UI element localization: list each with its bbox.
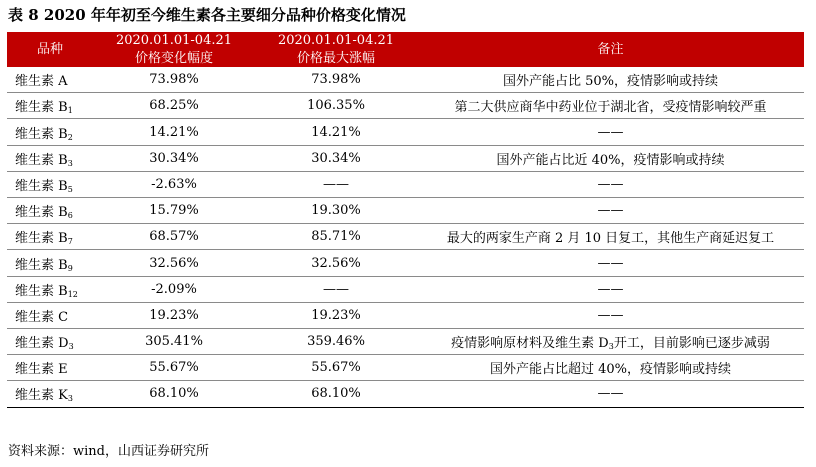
cell-note <box>417 276 804 302</box>
cell-variety <box>7 302 93 328</box>
table-row <box>7 119 804 145</box>
cell-variety <box>7 276 93 302</box>
cell-variety <box>7 250 93 276</box>
variety-subscript: 7 <box>67 237 73 247</box>
note-text: 最大的两家生产商 2 月 10 日复工，其他生产商延迟复工 <box>446 231 775 247</box>
cell-note <box>417 198 804 224</box>
cell-variety <box>7 355 93 381</box>
cell-max-increase: 55.67% <box>255 355 417 381</box>
variety-subscript: 3 <box>67 394 73 404</box>
table-row <box>7 145 804 171</box>
table-row <box>7 276 804 302</box>
variety-subscript: 3 <box>68 342 74 352</box>
cell-price-change: 68.57% <box>93 224 255 250</box>
cell-variety <box>7 93 93 119</box>
cell-note <box>417 171 804 197</box>
cell-variety <box>7 67 93 93</box>
table-row <box>7 171 804 197</box>
variety-name: 维生素 E <box>15 362 68 378</box>
cell-variety <box>7 145 93 171</box>
variety-name: 维生素 B <box>15 152 68 168</box>
note-text: —— <box>597 203 624 219</box>
cell-max-increase: 359.46% <box>255 328 417 354</box>
cell-note <box>417 355 804 381</box>
note-subscript: 3 <box>608 342 614 352</box>
cell-variety <box>7 224 93 250</box>
table-body <box>7 67 804 407</box>
cell-note <box>417 119 804 145</box>
header-note: 备注 <box>417 32 804 67</box>
header-max-increase <box>255 32 417 67</box>
table-row <box>7 355 804 381</box>
variety-name: 维生素 B <box>15 100 68 116</box>
variety-name: 维生素 B <box>15 205 68 221</box>
cell-max-increase: 68.10% <box>255 381 417 407</box>
header-variety: 品种 <box>7 32 93 67</box>
cell-note <box>417 224 804 250</box>
note-text: —— <box>597 307 624 323</box>
cell-price-change: 68.10% <box>93 381 255 407</box>
cell-max-increase: —— <box>255 171 417 197</box>
cell-price-change: 68.25% <box>93 93 255 119</box>
cell-note <box>417 302 804 328</box>
note-text: 国外产能占比超过 40%，疫情影响或持续 <box>489 362 732 378</box>
header-price-change-label: 价格变化幅度 <box>134 50 213 66</box>
variety-subscript: 5 <box>67 184 73 194</box>
cell-note <box>417 145 804 171</box>
table-row <box>7 93 804 119</box>
table-caption: 表 8 2020 年年初至今维生素各主要细分品种价格变化情况 <box>8 6 406 24</box>
note-text: —— <box>597 255 624 271</box>
cell-note <box>417 328 804 354</box>
table-row <box>7 302 804 328</box>
variety-subscript: 1 <box>67 106 73 116</box>
cell-max-increase: 19.30% <box>255 198 417 224</box>
cell-price-change: 73.98% <box>93 67 255 93</box>
variety-name: 维生素 C <box>15 309 69 325</box>
cell-max-increase: 14.21% <box>255 119 417 145</box>
note-text: 国外产能占比 50%，疫情影响或持续 <box>502 74 719 90</box>
note-text: —— <box>597 281 624 297</box>
note-text-continued: 开工，目前影响已逐步减弱 <box>613 336 770 352</box>
variety-name: 维生素 B <box>15 257 68 273</box>
cell-price-change: 32.56% <box>93 250 255 276</box>
table-row <box>7 250 804 276</box>
table-row <box>7 381 804 407</box>
variety-name: 维生素 B <box>15 126 68 142</box>
cell-price-change: 305.41% <box>93 328 255 354</box>
cell-max-increase: 73.98% <box>255 67 417 93</box>
cell-max-increase: 106.35% <box>255 93 417 119</box>
header-price-change-period: 2020.01.01-04.21 <box>115 33 233 48</box>
header-max-increase-period: 2020.01.01-04.21 <box>277 33 395 48</box>
note-text: —— <box>597 124 624 140</box>
variety-name: 维生素 B <box>15 178 68 194</box>
variety-subscript: 2 <box>67 132 73 142</box>
cell-variety <box>7 171 93 197</box>
cell-note <box>417 250 804 276</box>
note-text: —— <box>597 176 624 192</box>
cell-max-increase: —— <box>255 276 417 302</box>
table-row <box>7 67 804 93</box>
cell-variety <box>7 119 93 145</box>
price-change-table <box>7 32 804 408</box>
table-row <box>7 328 804 354</box>
note-text: 国外产能占比近 40%，疫情影响或持续 <box>496 152 725 168</box>
variety-name: 维生素 K <box>15 388 68 404</box>
cell-price-change: 19.23% <box>93 302 255 328</box>
variety-subscript: 12 <box>67 289 78 299</box>
cell-price-change: 55.67% <box>93 355 255 381</box>
header-max-increase-label: 价格最大涨幅 <box>296 50 375 66</box>
cell-max-increase: 19.23% <box>255 302 417 328</box>
note-text: 第二大供应商华中药业位于湖北省，受疫情影响较严重 <box>454 100 767 116</box>
header-row <box>7 32 804 67</box>
cell-note <box>417 67 804 93</box>
variety-name: 维生素 D <box>15 336 69 352</box>
cell-price-change: 15.79% <box>93 198 255 224</box>
cell-note <box>417 93 804 119</box>
cell-max-increase: 30.34% <box>255 145 417 171</box>
cell-price-change: 30.34% <box>93 145 255 171</box>
cell-price-change: 14.21% <box>93 119 255 145</box>
variety-name: 维生素 B <box>15 231 68 247</box>
cell-max-increase: 32.56% <box>255 250 417 276</box>
cell-price-change: -2.63% <box>93 171 255 197</box>
source-note: 资料来源：wind，山西证券研究所 <box>8 444 209 459</box>
variety-name: 维生素 A <box>15 74 68 90</box>
cell-variety <box>7 381 93 407</box>
variety-subscript: 9 <box>67 263 73 273</box>
note-text: 疫情影响原材料及维生素 D <box>451 336 609 352</box>
cell-note <box>417 381 804 407</box>
cell-variety <box>7 198 93 224</box>
header-price-change <box>93 32 255 67</box>
cell-max-increase: 85.71% <box>255 224 417 250</box>
variety-subscript: 3 <box>67 158 73 168</box>
note-text: —— <box>597 386 624 402</box>
table-row <box>7 224 804 250</box>
variety-subscript: 6 <box>67 211 73 221</box>
cell-price-change: -2.09% <box>93 276 255 302</box>
table-row <box>7 198 804 224</box>
variety-name: 维生素 B <box>15 283 68 299</box>
cell-variety <box>7 328 93 354</box>
